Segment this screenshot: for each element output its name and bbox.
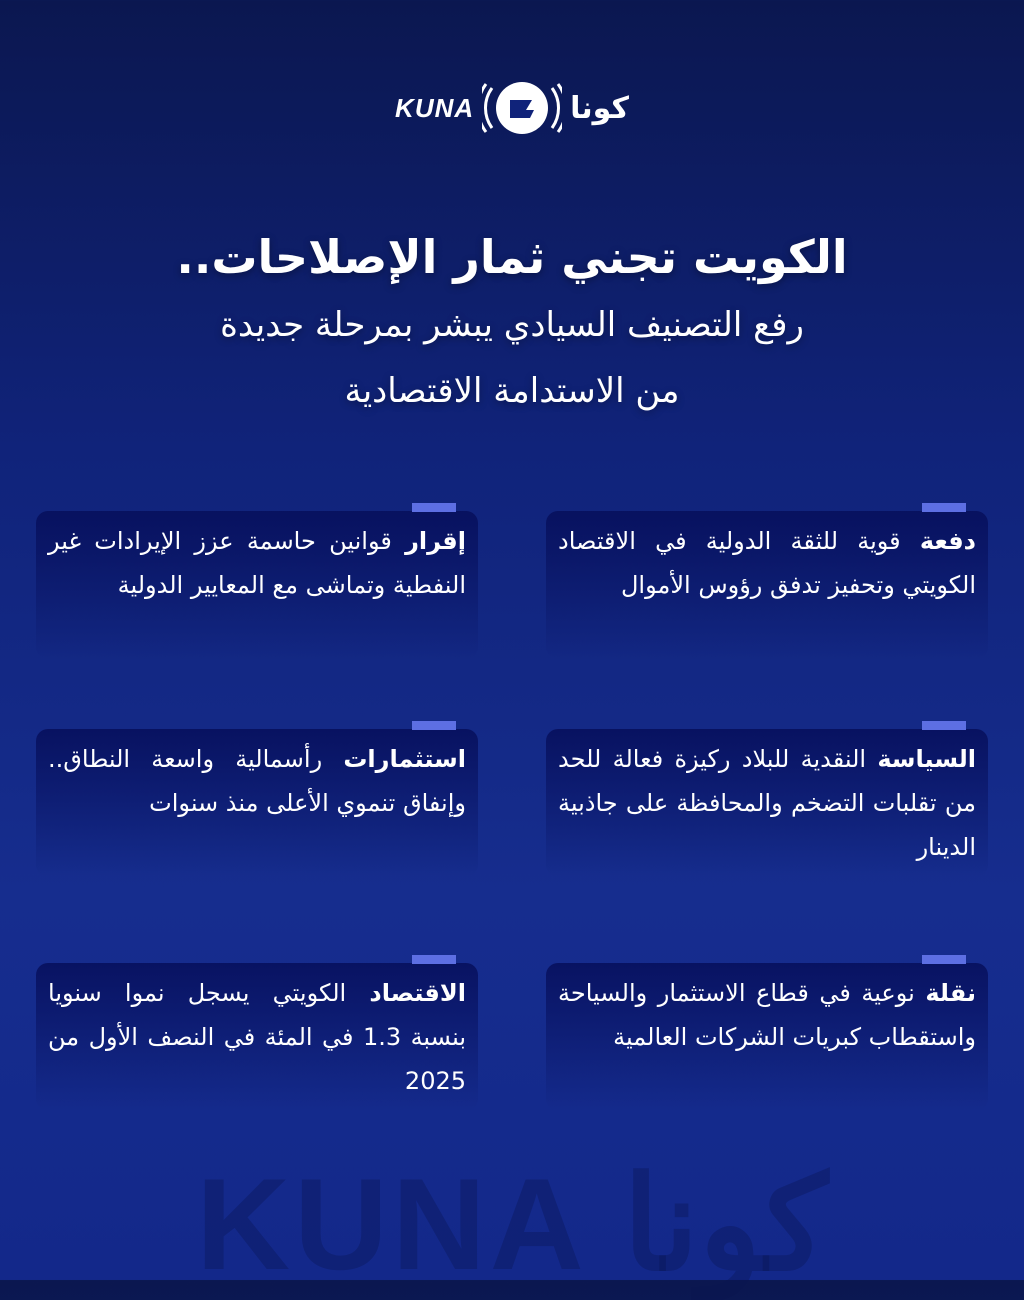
card-text: نوعية في قطاع الاستثمار والسياحة واستقطاب كبريات الشركات العالمية xyxy=(558,979,976,1051)
card-text: قوية للثقة الدولية في الاقتصاد الكويتي وتحفيز تدفق رؤوس الأموال xyxy=(558,527,976,599)
card-accent xyxy=(412,955,456,964)
card-tourism xyxy=(546,963,988,1111)
kuna-watermark: KUNA كونا xyxy=(196,1151,828,1297)
card-text: قوانين حاسمة عزز الإيرادات غير النفطية وتماشى مع المعايير الدولية xyxy=(48,527,466,599)
kuna-logo xyxy=(0,70,1024,146)
card-keyword: دفعة xyxy=(919,527,976,555)
card-keyword: استثمارات xyxy=(343,745,466,773)
card-laws xyxy=(36,511,478,659)
card-keyword: السياسة xyxy=(877,745,976,773)
card-accent xyxy=(922,721,966,730)
card-text: رأسمالية واسعة النطاق.. وإنفاق تنموي الأعلى منذ سنوات xyxy=(48,745,466,817)
card-accent xyxy=(922,955,966,964)
logo-latin: KUNA xyxy=(395,92,475,123)
card-accent xyxy=(412,721,456,730)
card-text: النقدية للبلاد ركيزة فعالة للحد من تقلبات التضخم والمحافظة على جاذبية الدينار xyxy=(558,745,976,861)
headline-subtitle-1: رفع التصنيف السيادي يبشر بمرحلة جديدة xyxy=(220,305,804,345)
kuna-emblem-icon xyxy=(482,70,562,146)
card-accent xyxy=(922,503,966,512)
card-keyword: نقلة xyxy=(925,979,976,1007)
logo-arabic: كونا xyxy=(570,90,629,126)
card-investments xyxy=(36,729,478,877)
card-accent xyxy=(412,503,456,512)
card-keyword: إقرار xyxy=(405,527,466,555)
headline-subtitle-2: من الاستدامة الاقتصادية xyxy=(344,371,680,411)
card-monetary-policy xyxy=(546,729,988,877)
card-economy-growth xyxy=(36,963,478,1111)
card-boost-confidence xyxy=(546,511,988,659)
card-text: الكويتي يسجل نموا سنويا بنسبة 1.3 في المئة في النصف الأول من 2025 xyxy=(48,979,467,1095)
headline-title: الكويت تجني ثمار الإصلاحات.. xyxy=(176,230,848,284)
card-keyword: الاقتصاد xyxy=(369,979,466,1007)
headline xyxy=(0,222,1024,424)
